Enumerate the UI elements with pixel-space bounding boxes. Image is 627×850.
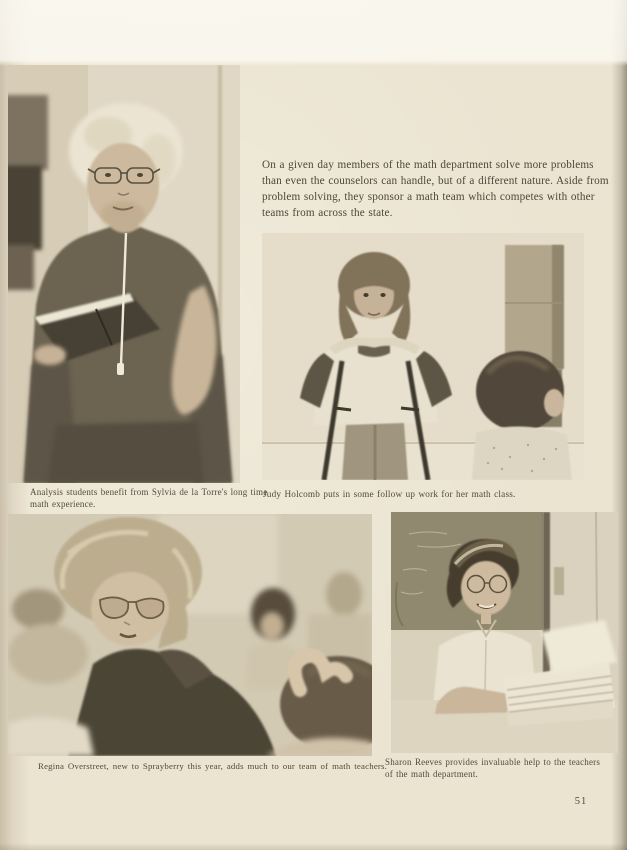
caption-judy: Judy Holcomb puts in some follow up work for her math class. (263, 489, 516, 499)
caption-sharon: Sharon Reeves provides invaluable help to the teachers of the math department. (385, 757, 601, 779)
photo-regina-overstreet (8, 514, 372, 756)
caption-regina: Regina Overstreet, new to Sprayberry this year, adds much to our team of math teachers. (38, 761, 388, 771)
photo-judy-holcomb (262, 233, 584, 480)
photo-sharon-reeves (391, 512, 618, 753)
judy-photo-illustration (262, 233, 584, 480)
sylvia-photo-illustration (8, 65, 240, 483)
photo-sylvia-de-la-torre (8, 65, 240, 483)
page-number: 51 (574, 796, 588, 807)
sharon-photo-illustration (391, 512, 618, 753)
intro-paragraph: On a given day members of the math department solve more problems than even the counselors can handle, but of a different nature. Aside from problem solving, they sponsor a math team which competes with other teams from across the state. (262, 159, 609, 219)
regina-photo-illustration (8, 514, 372, 756)
caption-sylvia: Analysis students benefit from Sylvia de la Torre's long time math experience. (30, 487, 268, 509)
